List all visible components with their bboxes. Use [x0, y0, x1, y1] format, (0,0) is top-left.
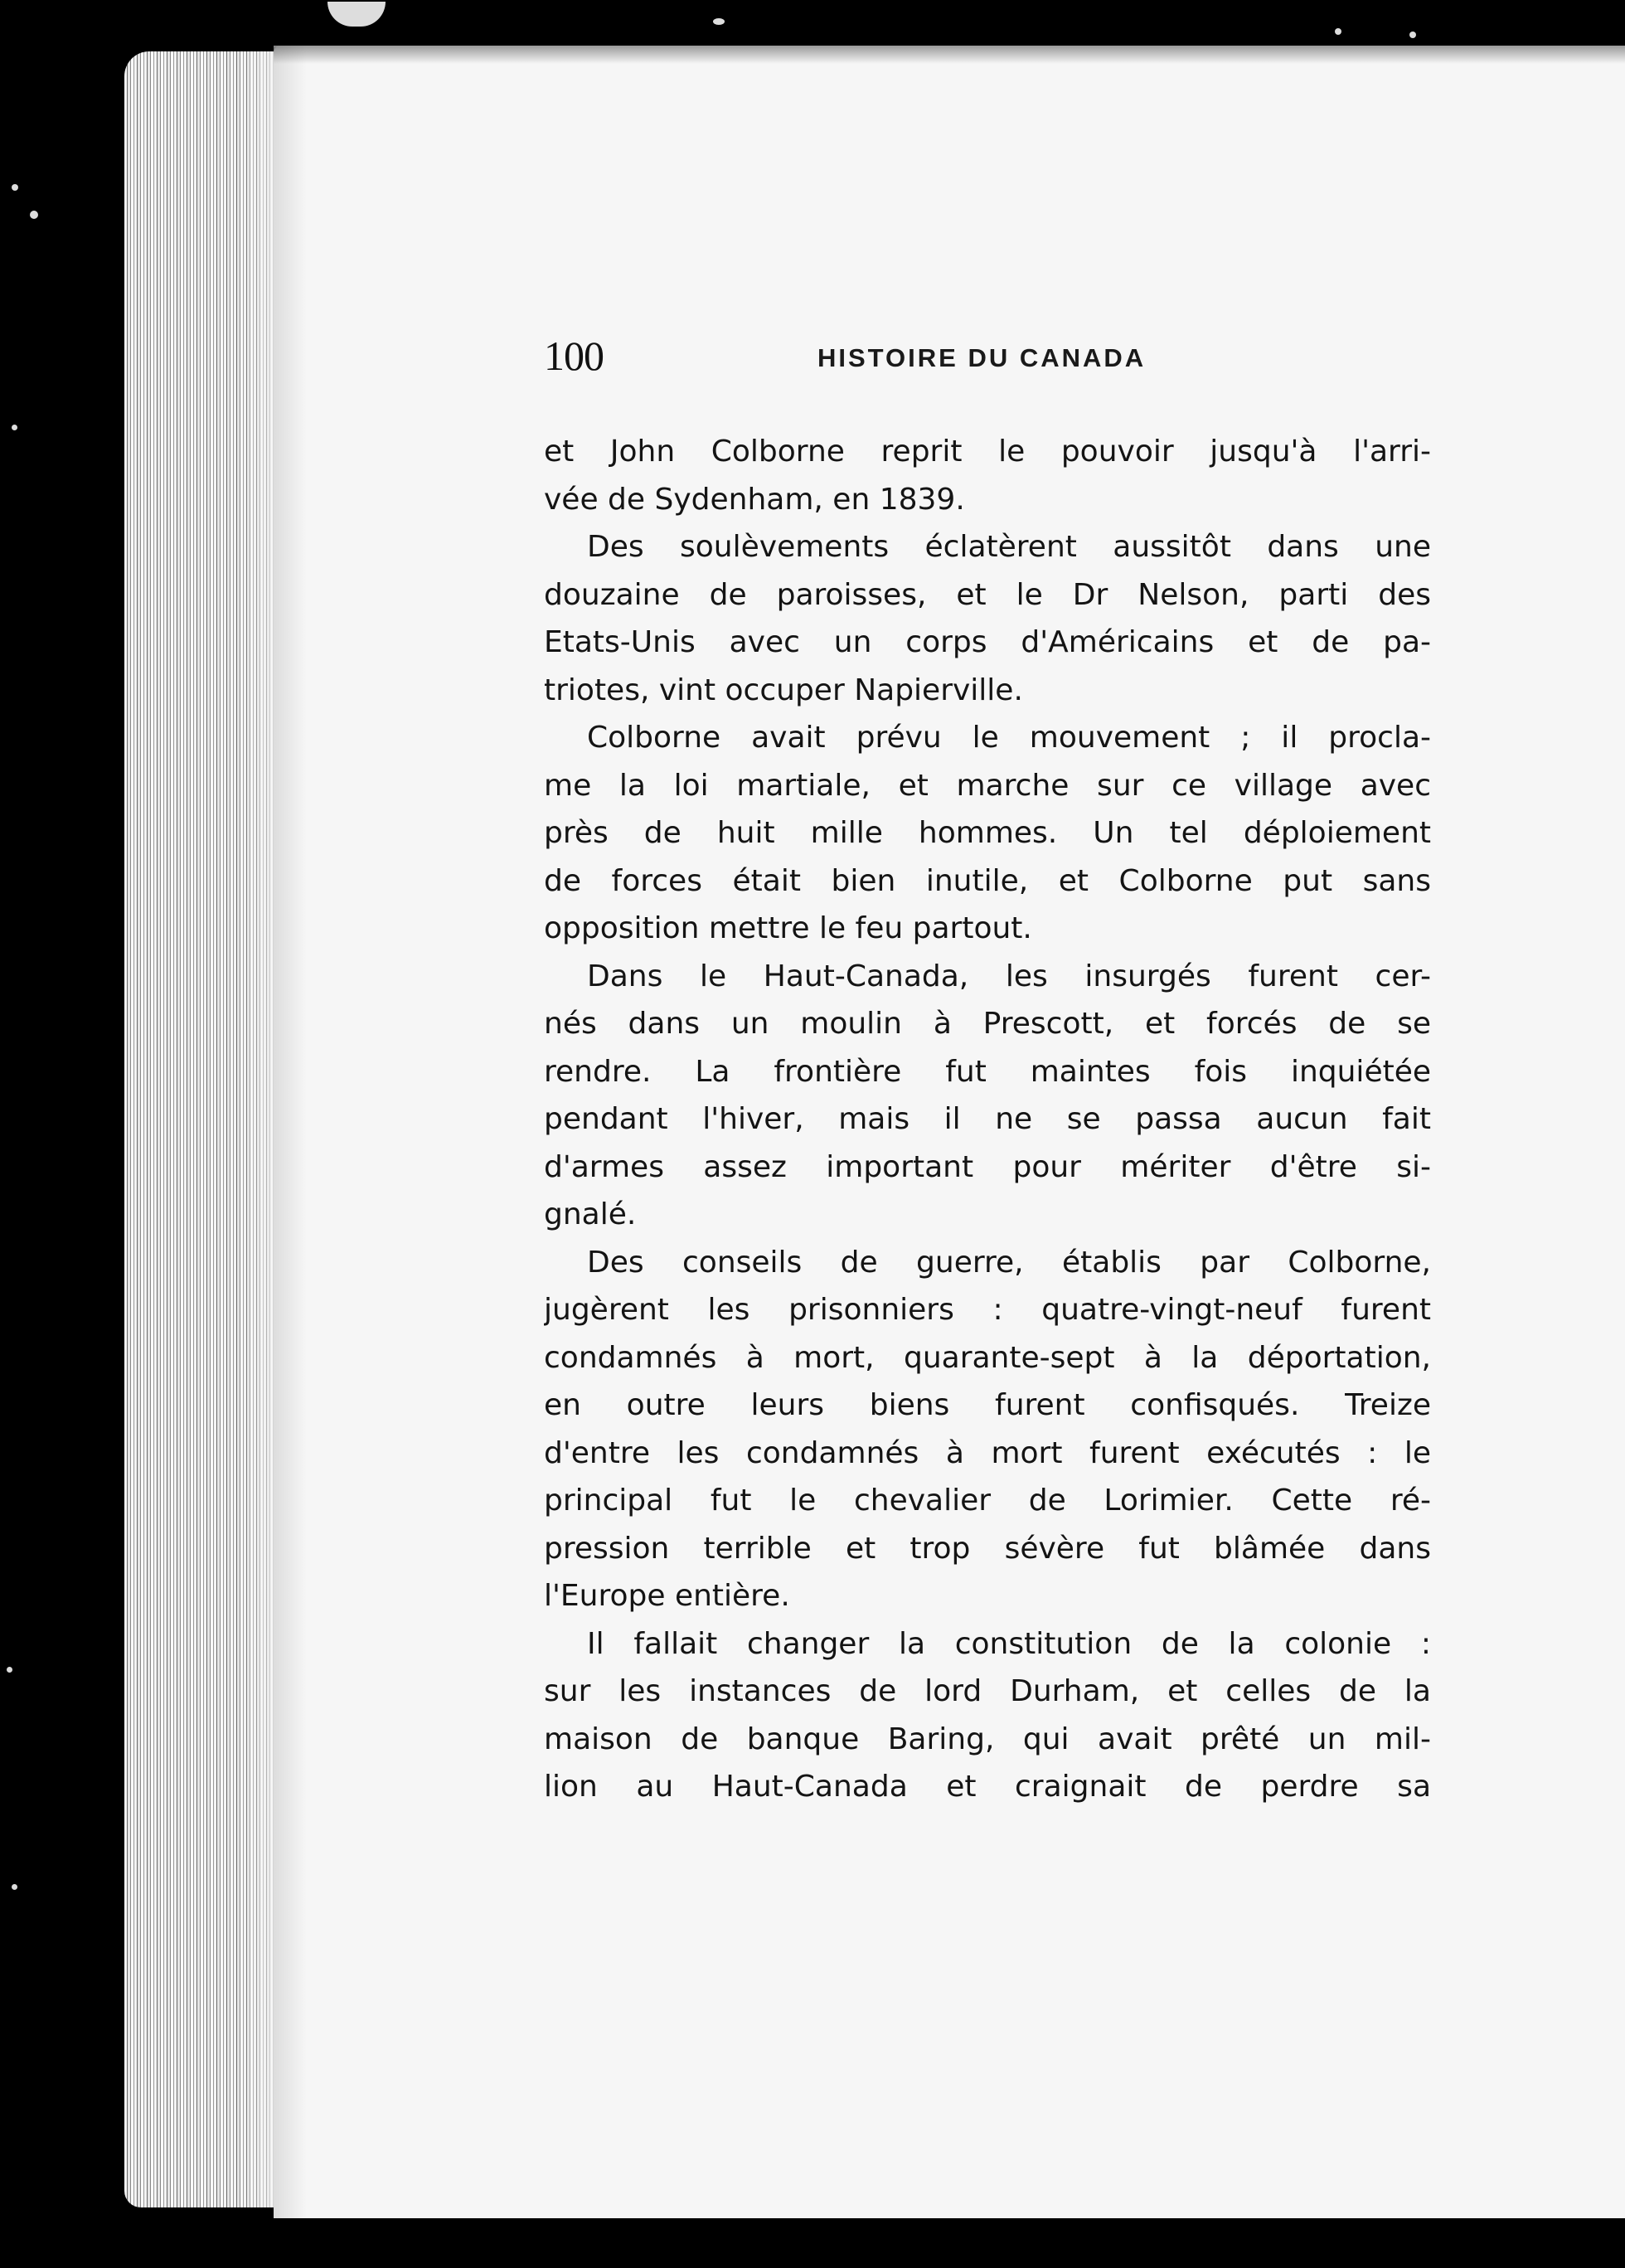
text-line: Des conseils de guerre, établis par Colborne,: [587, 1245, 1431, 1280]
text-line: près de huit mille hommes. Un tel déploiement: [544, 816, 1431, 850]
scan-speck: [713, 18, 725, 25]
running-title: HISTOIRE DU CANADA: [817, 343, 1147, 372]
paragraph: [544, 714, 1431, 953]
text-line: rendre. La frontière fut maintes fois inquiétée: [544, 1054, 1431, 1089]
scan-speck: [12, 1884, 17, 1890]
book-page-edges: [124, 51, 290, 2207]
text-line: et John Colborne reprit le pouvoir jusqu'à l'arri-: [544, 435, 1431, 469]
text-line: sur les instances de lord Durham, et celles de la: [544, 1674, 1431, 1708]
text-line: Etats-Unis avec un corps d'Américains et de pa-: [544, 625, 1431, 659]
text-line: maison de banque Baring, qui avait prêté un mil-: [544, 1722, 1431, 1756]
scan-speck: [7, 1667, 12, 1673]
paragraph: [544, 953, 1431, 1239]
text-line: opposition mettre le feu partout.: [544, 911, 1032, 945]
text-line: vée de Sydenham, en 1839.: [544, 482, 965, 517]
page-number: 100: [544, 333, 604, 379]
text-line: de forces était bien inutile, et Colborne put sans: [544, 863, 1431, 898]
text-line: douzaine de paroisses, et le Dr Nelson, parti des: [544, 577, 1431, 612]
text-line: triotes, vint occuper Napierville.: [544, 673, 1023, 707]
text-line: nés dans un moulin à Prescott, et forcés de se: [544, 1007, 1431, 1041]
scan-speck: [1409, 32, 1416, 38]
paragraph: [544, 428, 1431, 523]
paragraph: [544, 523, 1431, 714]
text-line: lion au Haut-Canada et craignait de perdre sa: [544, 1770, 1431, 1804]
paragraph: [544, 1239, 1431, 1620]
scan-speck: [12, 184, 18, 191]
scan-speck: [12, 425, 17, 430]
text-line: pression terrible et trop sévère fut blâmée dans: [544, 1531, 1431, 1566]
scan-speck: [30, 211, 38, 219]
paragraph: [544, 1620, 1431, 1811]
text-line: principal fut le chevalier de Lorimier. Cette ré-: [544, 1484, 1431, 1518]
text-line: Des soulèvements éclatèrent aussitôt dans une: [587, 530, 1431, 564]
text-line: condamnés à mort, quarante-sept à la déportation,: [544, 1340, 1431, 1375]
text-line: d'armes assez important pour mériter d'être si-: [544, 1149, 1431, 1184]
body-text: [544, 428, 1431, 1811]
text-line: pendant l'hiver, mais il ne se passa aucun fait: [544, 1102, 1431, 1136]
text-line: Colborne avait prévu le mouvement ; il procla-: [587, 721, 1431, 755]
text-line: d'entre les condamnés à mort furent exécutés : le: [544, 1435, 1431, 1470]
scan-speck: [1335, 28, 1341, 35]
text-line: gnalé.: [544, 1197, 637, 1231]
scan-speck: [327, 2, 386, 27]
text-line: l'Europe entière.: [544, 1579, 790, 1613]
running-head: [544, 332, 1489, 390]
text-line: en outre leurs biens furent confisqués. Treize: [544, 1388, 1431, 1422]
text-line: Dans le Haut-Canada, les insurgés furent cer-: [587, 959, 1431, 993]
text-line: jugèrent les prisonniers : quatre-vingt-neuf furent: [544, 1293, 1431, 1327]
text-line: Il fallait changer la constitution de la colonie :: [587, 1626, 1431, 1661]
text-line: me la loi martiale, et marche sur ce village avec: [544, 768, 1431, 803]
